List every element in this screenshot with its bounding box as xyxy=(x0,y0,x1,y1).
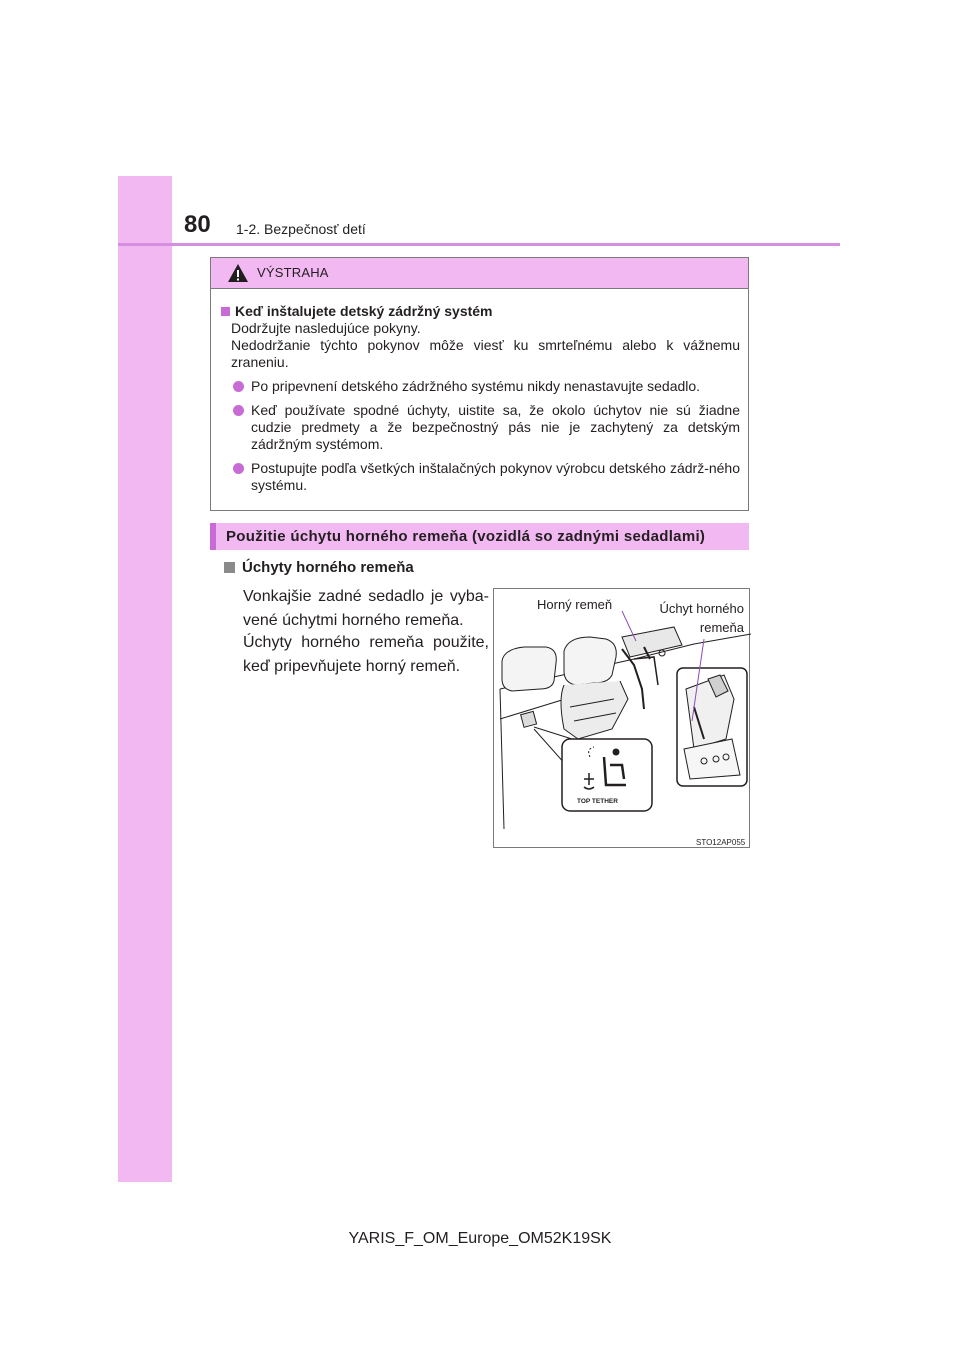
section-banner xyxy=(210,523,749,550)
figure-label-strap: Horný remeň xyxy=(537,597,613,612)
square-bullet-icon xyxy=(224,562,235,573)
figure-label-anchor: Úchyt horného remeňa xyxy=(659,601,744,635)
warning-heading xyxy=(221,303,740,320)
side-tab xyxy=(118,176,172,1182)
warning-title: VÝSTRAHA xyxy=(257,265,329,280)
warning-consequence: Nedodržanie týchto pokynov môže viesť ku smrteľnému alebo k vážnemu zraneniu. xyxy=(231,337,740,370)
warning-intro: Dodržujte nasledujúce pokyny. xyxy=(231,320,421,336)
body-paragraph: Vonkajšie zadné sedadlo je vyba-vené úchytmi horného remeňa. xyxy=(243,588,489,629)
body-paragraph: Úchyty horného remeňa použite, keď pripevňujete horný remeň. xyxy=(243,634,489,675)
warning-box xyxy=(210,257,749,511)
page-number: 80 xyxy=(184,211,211,238)
warning-bullet-text: Keď používate spodné úchyty, uistite sa, že okolo úchytov nie sú žiadne cudzie predmety a že bezpečnostný pás nie je zachytený za detským zádržným systémom. xyxy=(251,402,740,452)
warning-bullet xyxy=(221,378,740,395)
warning-bullet xyxy=(221,402,740,453)
warning-bullet-text: Po pripevnení detského zádržného systému nikdy nenastavujte sedadlo. xyxy=(251,378,701,394)
header-divider xyxy=(118,243,840,246)
square-bullet-icon xyxy=(221,307,230,316)
section-banner-text: Použitie úchytu horného remeňa (vozidlá so zadnými sedadlami) xyxy=(226,528,706,545)
warning-bullet xyxy=(221,460,740,494)
warning-header xyxy=(211,258,748,289)
section-title: 1-2. Bezpečnosť detí xyxy=(236,221,366,237)
warning-bullet-text: Postupujte podľa všetkých inštalačných pokynov výrobcu detského zádrž-ného systému. xyxy=(251,460,740,493)
footer-doc-id: YARIS_F_OM_Europe_OM52K19SK xyxy=(348,1230,612,1247)
round-bullet-icon xyxy=(233,381,244,392)
warning-heading-text: Keď inštalujete detský zádržný systém xyxy=(235,303,493,319)
figure-code: STO12AP055 xyxy=(696,838,746,847)
subsection-heading-text: Úchyty horného remeňa xyxy=(242,559,414,576)
round-bullet-icon xyxy=(233,463,244,474)
warning-body xyxy=(211,289,748,494)
tether-sign-label: TOP TETHER xyxy=(577,798,618,805)
round-bullet-icon xyxy=(233,405,244,416)
subsection-heading xyxy=(224,559,414,576)
warning-icon xyxy=(227,263,249,283)
